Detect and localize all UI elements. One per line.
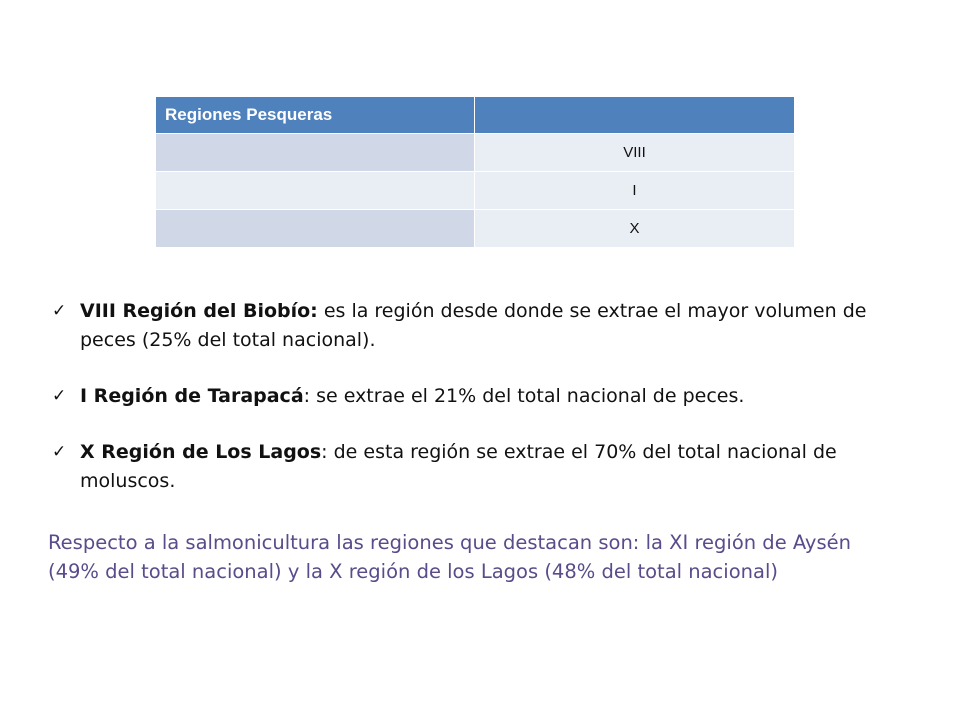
- check-icon: ✓: [52, 386, 67, 406]
- table-cell: [156, 210, 475, 248]
- salmon-farming-note: Respecto a la salmonicultura las regiones que destacan son: la XI región de Aysén (49% del total nacional) y la X región de los Lagos (48% del total nacional): [48, 531, 851, 583]
- bullet-text: es la región desde donde se extrae el mayor volumen de peces (25% del total nacional).: [80, 300, 867, 351]
- bullet-text: : de esta región se extrae el 70% del total nacional de moluscos.: [80, 441, 837, 492]
- list-item: [52, 438, 872, 496]
- table-cell: VIII: [474, 134, 794, 172]
- table-row: [156, 210, 795, 248]
- table-cell: X: [474, 210, 794, 248]
- table-header-row: [156, 97, 795, 134]
- table-row: [156, 134, 795, 172]
- bullet-title: X Región de Los Lagos: [80, 441, 322, 463]
- check-icon: ✓: [52, 301, 67, 321]
- bullet-title: I Región de Tarapacá: [80, 385, 304, 407]
- bullet-list: [52, 297, 872, 523]
- table-header-cell: [474, 97, 794, 134]
- table-row: [156, 172, 795, 210]
- bullet-title: VIII Región del Biobío:: [80, 300, 318, 322]
- table-header-cell: Regiones Pesqueras: [156, 97, 475, 134]
- fishing-regions-table: [155, 96, 795, 248]
- list-item: [52, 382, 872, 411]
- bullet-text: : se extrae el 21% del total nacional de peces.: [303, 385, 745, 407]
- table-cell: [156, 134, 475, 172]
- check-icon: ✓: [52, 442, 67, 462]
- table-cell: I: [474, 172, 794, 210]
- list-item: [52, 297, 872, 355]
- table-cell: [156, 172, 475, 210]
